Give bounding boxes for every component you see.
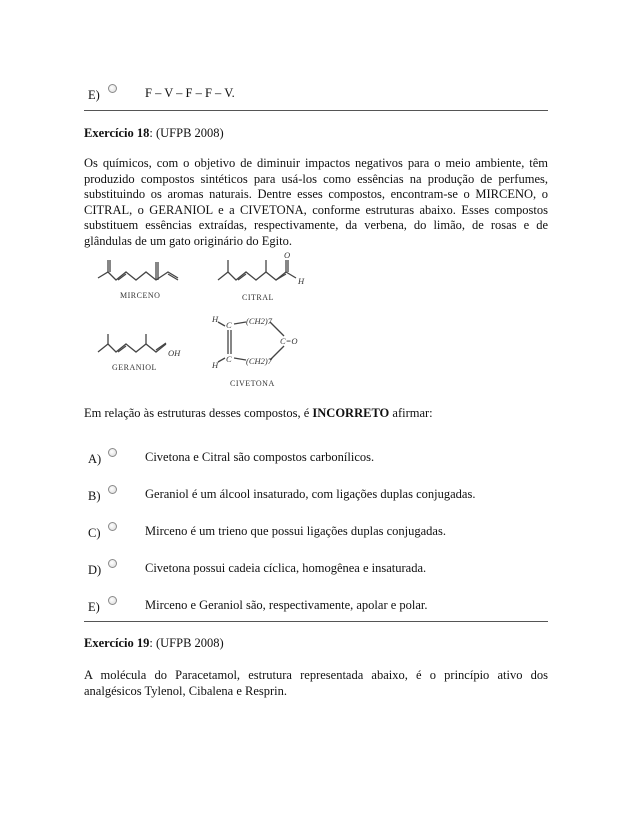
option-text: Civetona possui cadeia cíclica, homogênea e insaturada. — [145, 561, 427, 575]
radio-button[interactable] — [108, 448, 117, 457]
chemical-structures-figure — [90, 250, 340, 390]
option-letter: C) — [88, 526, 101, 540]
option-letter: E) — [88, 88, 100, 102]
atom-hydrogen: H — [298, 276, 305, 286]
exercise-18-heading — [84, 126, 224, 141]
option-letter: D) — [88, 563, 102, 577]
option-text: Mirceno é um trieno que possui ligações duplas conjugadas. — [145, 524, 446, 538]
radio-button[interactable] — [108, 84, 117, 93]
radio-button[interactable] — [108, 596, 117, 605]
option-letter: E) — [88, 600, 100, 614]
carbonyl-group: C=O — [280, 336, 298, 346]
exercise-18-paragraph: Os químicos, com o objetivo de diminuir impactos negativos para o meio ambiente, têm produzido compostos sintéticos para usá-los como essências na produção de perfumes, substituindo os aromas naturais. Dentre esses compostos, encontram-se o MIRCENO, o CITRAL, o GERANIOL e a CIVETONA, conforme estruturas abaixo. Esses compostos substituem essências extraídas, respectivamente, da verbena, do limão, de rosas e de glândulas de um gato originário do Egito. — [84, 156, 548, 248]
radio-button[interactable] — [108, 485, 117, 494]
exercise-label: Exercício 19 — [84, 636, 150, 650]
question-text: afirmar: — [389, 406, 433, 420]
exercise-19-heading — [84, 636, 224, 651]
exercise-source: : (UFPB 2008) — [149, 126, 224, 140]
label-mirceno: MIRCENO — [120, 291, 161, 300]
atom-carbon: C — [226, 354, 232, 364]
option-text: F – V – F – F – V. — [145, 86, 235, 100]
label-civetona: CIVETONA — [230, 379, 275, 388]
divider — [84, 110, 548, 111]
exercise-18-question — [84, 406, 548, 422]
exercise-19-paragraph: A molécula do Paracetamol, estrutura representada abaixo, é o princípio ativo dos analgésicos Tylenol, Cibalena e Resprin. — [84, 668, 548, 698]
atom-hydrogen: H — [212, 314, 219, 324]
divider — [84, 621, 548, 622]
option-text: Geraniol é um álcool insaturado, com ligações duplas conjugadas. — [145, 487, 476, 501]
label-citral: CITRAL — [242, 293, 274, 302]
atom-hydroxyl: OH — [168, 348, 181, 358]
option-letter: B) — [88, 489, 101, 503]
option-letter: A) — [88, 452, 102, 466]
atom-oxygen: O — [284, 250, 291, 260]
exercise-label: Exercício 18 — [84, 126, 150, 140]
question-emphasis: INCORRETO — [312, 406, 390, 420]
exercise-source: : (UFPB 2008) — [149, 636, 224, 650]
option-text: Civetona e Citral são compostos carbonílicos. — [145, 450, 375, 464]
option-text: Mirceno e Geraniol são, respectivamente, apolar e polar. — [145, 598, 428, 612]
radio-button[interactable] — [108, 522, 117, 531]
question-text: Em relação às estruturas desses compostos, é — [84, 406, 313, 420]
label-geraniol: GERANIOL — [112, 363, 157, 372]
atom-hydrogen: H — [212, 360, 219, 370]
methylene-chain-bottom: (CH2)7 — [246, 356, 272, 366]
radio-button[interactable] — [108, 559, 117, 568]
atom-carbon: C — [226, 320, 232, 330]
methylene-chain-top: (CH2)7 — [246, 316, 272, 326]
